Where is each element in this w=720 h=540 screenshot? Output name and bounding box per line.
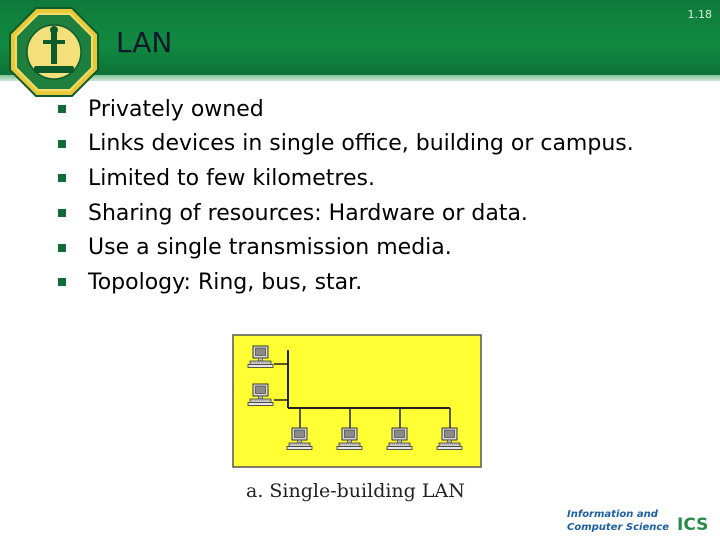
lan-diagram <box>232 334 482 468</box>
ics-logo-line1: Information and <box>567 509 658 520</box>
bullet-square-icon <box>58 140 66 148</box>
bullet-text: Topology: Ring, bus, star. <box>88 269 363 295</box>
header-rule <box>0 75 720 81</box>
ics-logo <box>565 505 715 535</box>
bullet-item <box>58 127 634 162</box>
bullet-item <box>58 230 634 265</box>
bullet-square-icon <box>58 105 66 113</box>
bullet-item <box>58 196 634 231</box>
bullet-item <box>58 92 634 127</box>
figure-caption: a. Single-building LAN <box>246 480 465 502</box>
slide-number: 1.18 <box>687 8 712 21</box>
slide-title: LAN <box>116 26 173 59</box>
bullet-list <box>58 92 634 300</box>
bullet-text: Limited to few kilometres. <box>88 165 375 191</box>
bullet-text: Links devices in single office, building or campus. <box>88 131 634 157</box>
ics-logo-mark: ICS <box>677 515 709 535</box>
bullet-square-icon <box>58 174 66 182</box>
slide-header <box>0 0 720 80</box>
bullet-text: Privately owned <box>88 96 264 122</box>
bullet-square-icon <box>58 244 66 252</box>
bullet-square-icon <box>58 209 66 217</box>
university-seal-logo <box>8 6 100 98</box>
ics-logo-line2: Computer Science <box>567 522 670 533</box>
bullet-square-icon <box>58 278 66 286</box>
bullet-text: Use a single transmission media. <box>88 235 452 261</box>
bullet-item <box>58 161 634 196</box>
bullet-item <box>58 265 634 300</box>
bullet-text: Sharing of resources: Hardware or data. <box>88 200 528 226</box>
